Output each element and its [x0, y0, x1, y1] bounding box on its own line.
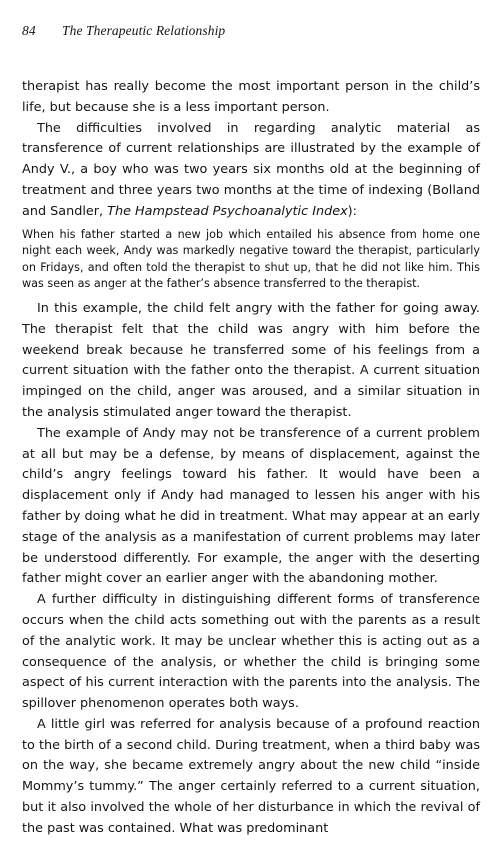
body-text [22, 77, 480, 840]
block-quote [22, 227, 480, 293]
paragraph-acting-out: A further difficulty in distinguishing different forms of transference occurs when the child acts something out with the parents as a result of the analytic work. It may be unclear whether this is acting out as a consequence of the analysis, or whether the child is bringing some aspect of his current interaction with the parents into the analysis. The spillover phenomenon operates both ways. [22, 592, 480, 712]
paragraph-continued: therapist has really become the most important person in the child’s life, but because she is a less important person. [22, 79, 480, 115]
paragraph-little-girl: A little girl was referred for analysis because of a profound reaction to the birth of a second child. During treatment, when a third baby was on the way, she became extremely angry about the new child “inside Mommy’s tummy.” The anger certainly referred to a current situation, but it also involved the whole of her disturbance in which the revival of the past was contained. What was predominant [22, 716, 480, 836]
paragraph-andy-example [22, 119, 480, 223]
block-quote-text: When his father started a new job which entailed his absence from home one night each week, Andy was markedly negative toward the therapist, particularly on Fridays, and often told the therapist to shut up, that he did not like him. This was seen as anger at the father’s absence transferred to the therapist. [22, 227, 480, 291]
running-head [22, 22, 480, 40]
book-page [22, 22, 480, 840]
paragraph-andy-end: ): [347, 203, 357, 219]
paragraph-displacement: The example of Andy may not be transference of a current problem at all but may be a defense, by means of displacement, against the child’s angry feelings toward his father. It would have been a displacement only if Andy had managed to lessen his anger with his father by doing what he did in treatment. What may appear at an early stage of the analysis as a manifestation of current problems may later be understood differently. For example, the anger with the deserting father might cover an earlier anger with the abandoning mother. [22, 425, 480, 587]
cited-book-title: The Hampstead Psychoanalytic Index [107, 203, 348, 219]
paragraph-andy-text: The difficulties involved in regarding analytic material as transference of current relationships are illustrated by the example of Andy V., a boy who was two years six months old at the beginning of treatment and three years two months at the time of indexing (Bolland and Sandler, [22, 120, 480, 219]
paragraph-child-angry: In this example, the child felt angry with the father for going away. The therapist felt that the child was angry with him before the weekend break because he transferred some of his feelings from a current situation with the father onto the therapist. A current situation impinged on the child, anger was aroused, and a similar situation in the analysis stimulated anger toward the therapist. [22, 300, 480, 420]
running-title: The Therapeutic Relationship [62, 23, 226, 38]
page-number: 84 [22, 23, 36, 38]
